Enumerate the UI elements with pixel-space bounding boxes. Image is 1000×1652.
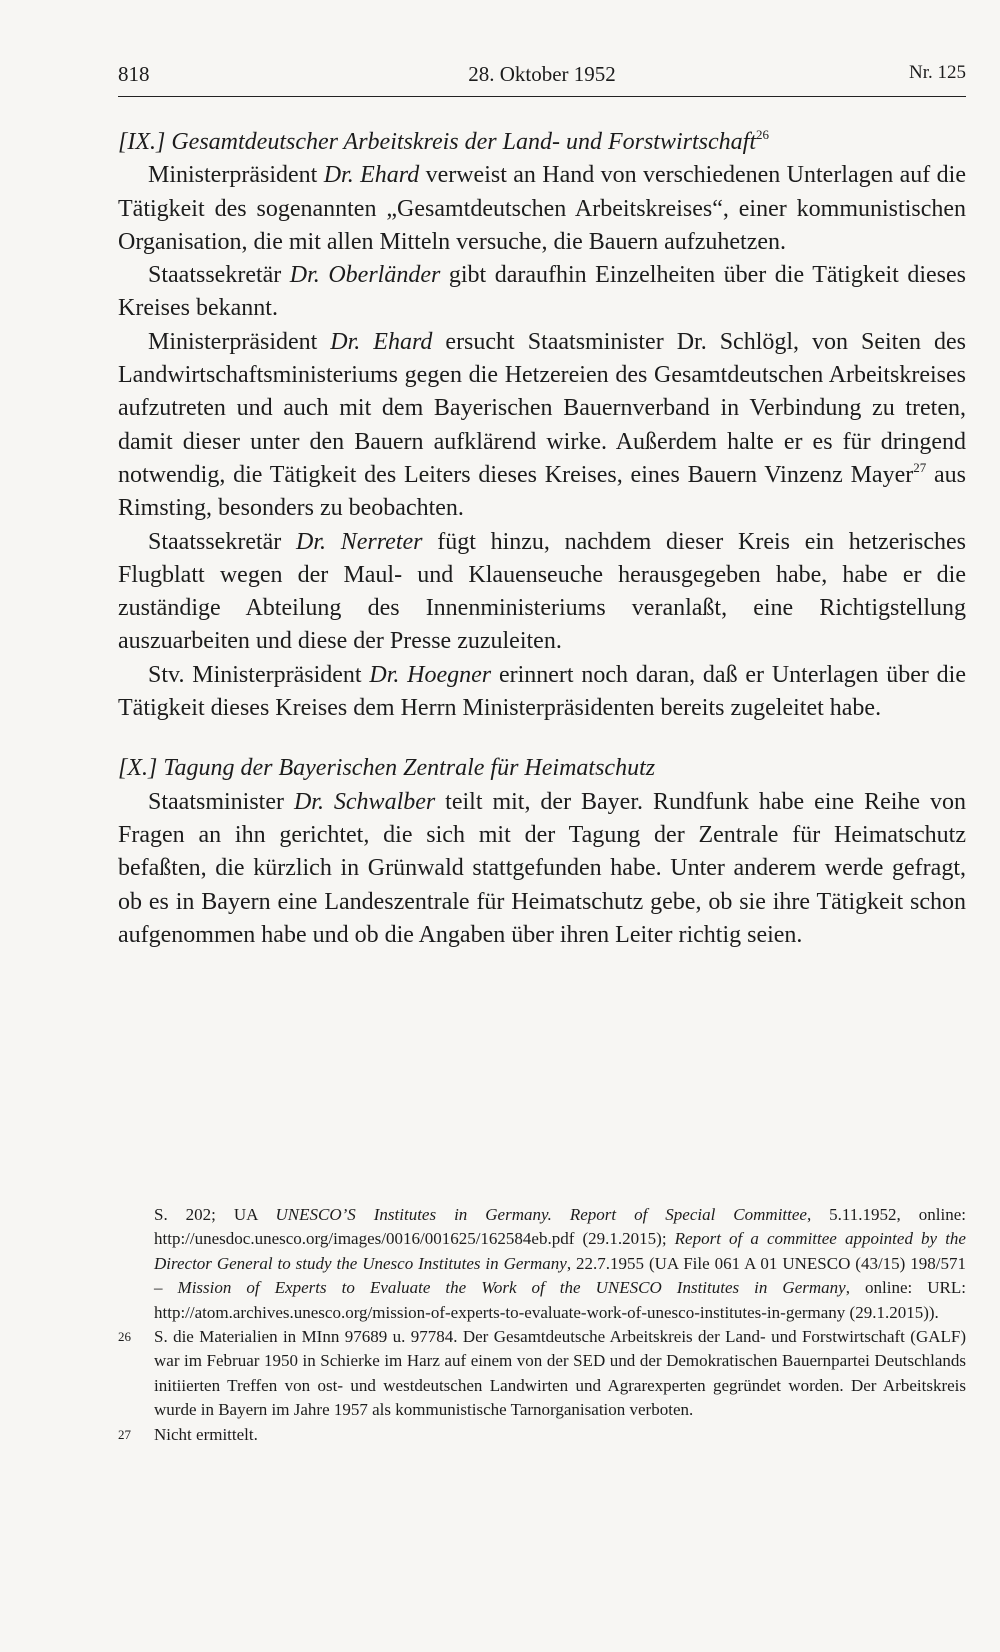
paragraph bbox=[118, 159, 966, 259]
footnotes bbox=[118, 1203, 966, 1447]
footnote-ref: 26 bbox=[755, 127, 769, 142]
paragraph bbox=[118, 259, 966, 326]
section-label: [IX.] bbox=[118, 129, 166, 155]
text-run: Stv. Ministerpräsident bbox=[148, 661, 370, 688]
footnote-number: 26 bbox=[118, 1329, 131, 1345]
title-dr: Dr. bbox=[330, 328, 361, 355]
text-run: aus Rimsting, besonders zu beobachten. bbox=[118, 461, 966, 522]
section-heading-ix bbox=[118, 126, 966, 159]
section-title: Gesamtdeutscher Arbeitskreis der Land- und Forstwirtschaft bbox=[171, 129, 756, 155]
person-name: Schwalber bbox=[323, 788, 436, 815]
footnote-text: S. die Materialien in MInn 97689 u. 97784. Der Gesamtdeutsche Arbeitskreis der Land- und Forstwirtschaft (GALF) war im Februar 1950 in Schierke im Harz auf einem von der SED und der Demokratischen Bauernpartei Deutschlands initiierten Treffen von ost- und westdeutschen Landwirten und Agrarexperten gegründet worden. Der Arbeitskreis wurde in Bayern im Jahre 1957 als kommunistische Tarnorganisation verboten. bbox=[154, 1327, 966, 1420]
text-run: , 22.7.1955 (UA File 061 A 01 UNESCO (43/15) 198/571 – bbox=[154, 1253, 967, 1298]
text-run: erinnert noch daran, daß er Unterlagen über die Tätigkeit dieses Kreises dem Herrn Ministerpräsidenten bereits zugeleitet habe. bbox=[118, 661, 966, 722]
paragraph bbox=[118, 786, 966, 952]
title-dr: Dr. bbox=[296, 528, 327, 555]
person-name: Ehard bbox=[360, 328, 433, 355]
text-run: Staatsminister bbox=[148, 788, 294, 815]
footnote-text: Nicht ermittelt. bbox=[154, 1424, 258, 1444]
text-run: Ministerpräsident bbox=[148, 328, 331, 355]
section-title: Tagung der Bayerischen Zentrale für Heimatschutz bbox=[163, 755, 656, 782]
person-name: Nerreter bbox=[326, 528, 423, 555]
title-dr: Dr. bbox=[293, 788, 324, 815]
main-text bbox=[118, 126, 966, 952]
title-dr: Dr. bbox=[323, 162, 354, 189]
paragraph bbox=[118, 659, 966, 726]
text-run: , 5.11.1952, online: http://unesdoc.unesco.org/images/0016/001625/162584eb.pdf (29.1.2015); bbox=[154, 1205, 966, 1249]
header-rule bbox=[118, 96, 966, 97]
person-name: Ehard bbox=[353, 162, 420, 189]
running-header bbox=[118, 62, 966, 92]
header-date: 28. Oktober 1952 bbox=[468, 62, 616, 86]
text-run: Staatssekretär bbox=[148, 262, 290, 289]
source-title: UNESCO’S Institutes in Germany. Report of Special Committee bbox=[275, 1205, 807, 1224]
section-heading-x bbox=[118, 752, 966, 785]
issue-number: Nr. 125 bbox=[909, 62, 966, 83]
person-name: Oberländer bbox=[319, 262, 441, 289]
text-run: Ministerpräsident bbox=[148, 162, 324, 189]
text-run: Staatssekretär bbox=[148, 528, 296, 555]
section-spacer bbox=[118, 725, 966, 752]
person-name: Hoegner bbox=[399, 661, 492, 688]
text-run: , online: URL: http://atom.archives.unesco.org/mission-of-experts-to-evaluate-work-of-unesco-institutes-in-germany (29.1.2015)). bbox=[154, 1278, 966, 1322]
section-label: [X.] bbox=[118, 755, 158, 782]
footnote-27 bbox=[118, 1423, 966, 1447]
title-dr: Dr. bbox=[289, 262, 320, 289]
footnote-continuation bbox=[118, 1203, 966, 1325]
text-run: gibt daraufhin Einzelheiten über die Tätigkeit dieses Kreises bekannt. bbox=[118, 262, 967, 322]
text-run: fügt hinzu, nachdem dieser Kreis ein hetzerisches Flugblatt wegen der Maul- und Klauenseuche herausgegeben habe, habe er die zuständige Abteilung des Innenministeriums veranlaßt, eine Richtigstellung auszuarbeiten und diese der Presse zuzuleiten. bbox=[118, 528, 967, 655]
paragraph bbox=[118, 326, 966, 526]
footnote-ref: 27 bbox=[913, 459, 927, 475]
paragraph bbox=[118, 526, 966, 659]
title-dr: Dr. bbox=[369, 661, 400, 688]
source-title: Report of a committee appointed by the Director General to study the Unesco Institutes in Germany bbox=[154, 1229, 966, 1273]
text-run: verweist an Hand von verschiedenen Unterlagen auf die Tätigkeit des sogenannten „Gesamtdeutschen Arbeitskreises“, einer kommunistischen Organisation, die mit allen Mitteln versuche, die Bauern aufzuhetzen. bbox=[118, 162, 967, 255]
text-run: teilt mit, der Bayer. Rundfunk habe eine Reihe von Fragen an ihn gerichtet, die sich mit der Tagung der Zentrale für Heimatschutz befaßten, die kürzlich in Grünwald stattgefunden habe. Unter anderem werde gefragt, ob es in Bayern eine Landeszentrale für Heimatschutz gebe, ob sie ihre Tätigkeit schon aufgenommen habe und ob die Angaben über ihren Leiter richtig seien. bbox=[118, 788, 966, 948]
text-run: S. 202; UA bbox=[154, 1205, 276, 1224]
footnote-26 bbox=[118, 1325, 966, 1423]
page-number: 818 bbox=[118, 62, 150, 86]
footnote-number: 27 bbox=[118, 1426, 131, 1442]
text-run: ersucht Staatsminister Dr. Schlögl, von Seiten des Landwirtschaftsministeriums gegen die Hetzereien des Gesamtdeutschen Arbeitskreises aufzutreten und auch mit dem Bayerischen Bauernverband in Verbindung zu treten, damit dieser unter den Bauern aufklärend wirke. Außerdem halte er es für dringend notwendig, die Tätigkeit des Leiters dieses Kreises, eines Bauern Vinzenz Mayer bbox=[118, 328, 966, 488]
source-title: Mission of Experts to Evaluate the Work of the UNESCO Institutes in Germany bbox=[177, 1278, 846, 1298]
